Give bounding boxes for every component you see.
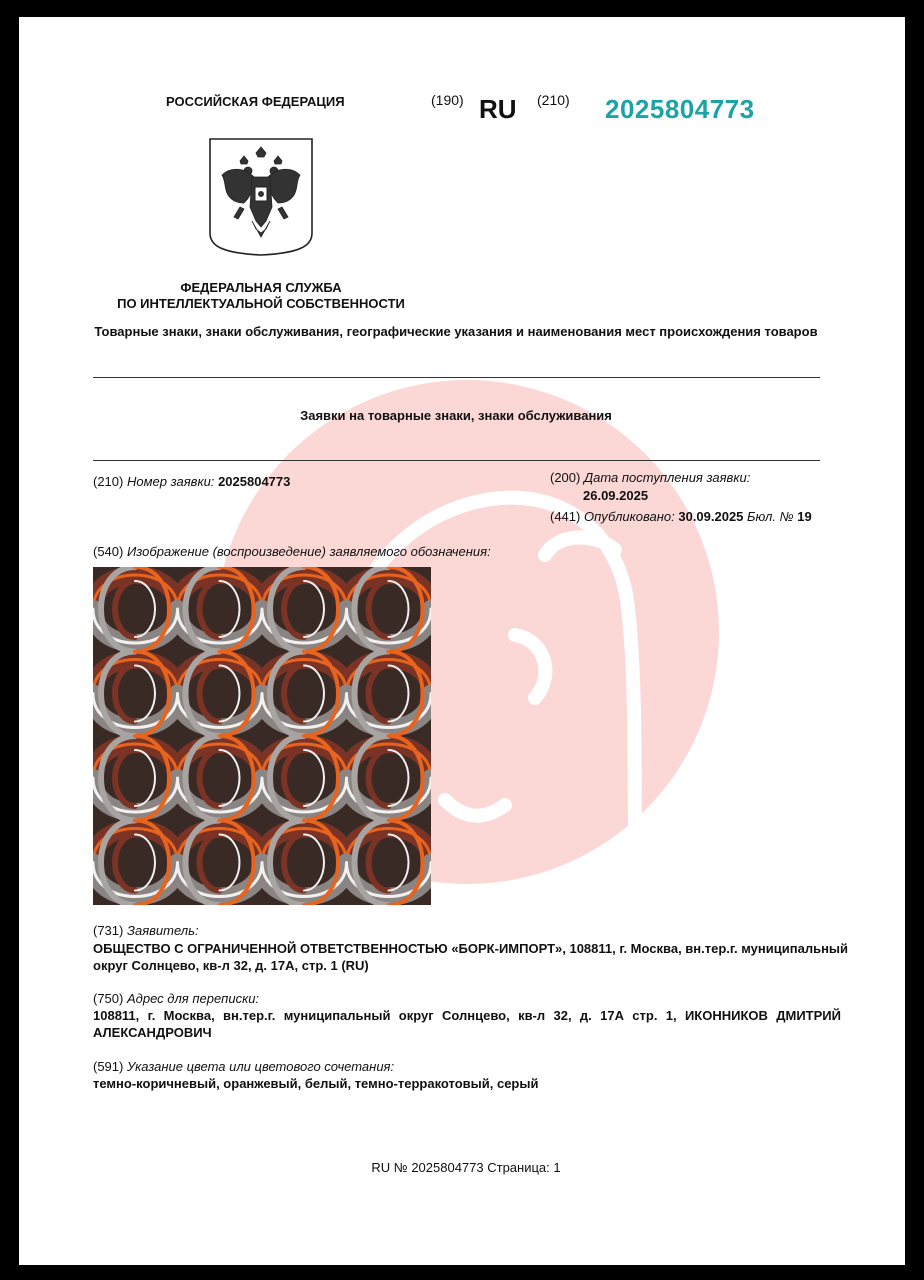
- bulletin-number: 19: [797, 509, 812, 524]
- filing-code: (200): [550, 470, 581, 485]
- service-line2: ПО ИНТЕЛЛЕКТУАЛЬНОЙ СОБСТВЕННОСТИ: [117, 296, 405, 311]
- country-code: RU: [479, 94, 517, 124]
- colors-label: [93, 1059, 394, 1074]
- published-code: (441): [550, 509, 581, 524]
- address-line1: 108811, г. Москва, вн.тер.г. муниципальный округ Солнцево, кв-л 32, д. 17А стр. 1, ИКОННИКОВ ДМИТРИЙ: [93, 1008, 841, 1023]
- header-application-number: 2025804773: [605, 94, 755, 124]
- application-value: 2025804773: [218, 474, 291, 489]
- published-field: [550, 509, 812, 524]
- applicant-label: [93, 923, 199, 938]
- filing-label: Дата поступления заявки:: [583, 470, 751, 485]
- service-name: [99, 280, 423, 312]
- application-code: (210): [93, 474, 124, 489]
- address-value: [93, 1007, 841, 1041]
- country-name: РОССИЙСКАЯ ФЕДЕРАЦИЯ: [166, 94, 345, 109]
- code-210: (210): [537, 92, 570, 108]
- page-footer: RU № 2025804773 Страница: 1: [371, 1160, 561, 1175]
- address-label-text: Адрес для переписки:: [126, 991, 260, 1006]
- trademark-pattern-image: [93, 567, 431, 905]
- coat-of-arms-emblem: [208, 137, 314, 257]
- image-field-label: [93, 544, 491, 559]
- image-field-code: (540): [93, 544, 124, 559]
- address-code: (750): [93, 991, 124, 1006]
- code-190: (190): [431, 92, 464, 108]
- divider-bottom: [93, 460, 820, 461]
- applicant-line1: ОБЩЕСТВО С ОГРАНИЧЕННОЙ ОТВЕТСТВЕННОСТЬЮ «БОРК-ИМПОРТ», 108811, г. Москва, вн.тер.г. муниципальный: [93, 941, 849, 956]
- published-label: Опубликовано:: [583, 509, 675, 524]
- filing-date-field: [550, 470, 750, 485]
- section-title: Заявки на товарные знаки, знаки обслуживания: [300, 408, 612, 423]
- service-line1: ФЕДЕРАЛЬНАЯ СЛУЖБА: [180, 280, 342, 295]
- application-number-field: [93, 474, 290, 489]
- applicant-value: [93, 940, 853, 974]
- applicant-line2: округ Солнцево, кв-л 32, д. 17А, стр. 1 (RU): [93, 958, 369, 973]
- colors-code: (591): [93, 1059, 124, 1074]
- category-title: Товарные знаки, знаки обслуживания, географические указания и наименования мест происхождения товаров: [94, 324, 818, 339]
- address-label: [93, 991, 259, 1006]
- address-line2: АЛЕКСАНДРОВИЧ: [93, 1025, 212, 1040]
- divider-top: [93, 377, 820, 378]
- colors-value: темно-коричневый, оранжевый, белый, темно-терракотовый, серый: [93, 1076, 539, 1091]
- bulletin-label: Бюл. №: [747, 509, 794, 524]
- document-page: [19, 17, 905, 1265]
- applicant-label-text: Заявитель:: [126, 923, 199, 938]
- published-value: 30.09.2025: [678, 509, 744, 524]
- filing-date-value: 26.09.2025: [583, 488, 649, 503]
- application-label: Номер заявки:: [126, 474, 215, 489]
- applicant-code: (731): [93, 923, 124, 938]
- image-field-text: Изображение (воспроизведение) заявляемого обозначения:: [126, 544, 491, 559]
- colors-label-text: Указание цвета или цветового сочетания:: [126, 1059, 395, 1074]
